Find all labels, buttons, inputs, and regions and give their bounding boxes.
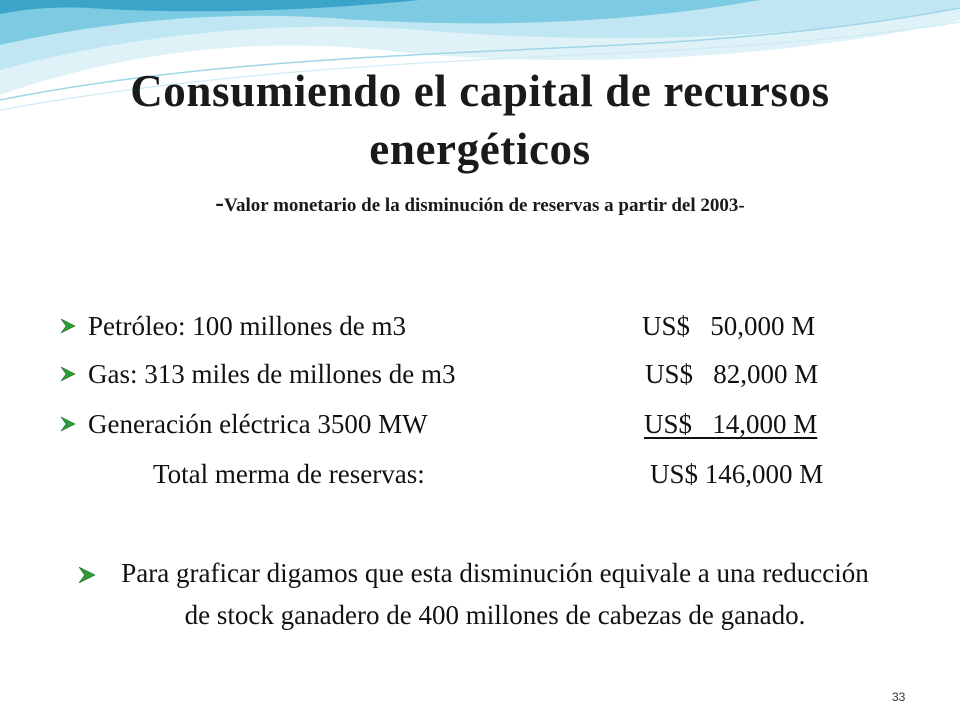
reserve-row-gas [60,354,880,394]
arrow-bullet-icon [60,416,76,432]
total-label: Total merma de reservas: [153,459,425,489]
reserve-label: Gas: 313 miles de millones de m3 [88,359,456,389]
arrow-bullet-icon [60,318,76,334]
slide-subtitle [0,188,960,218]
slide-title: Consumiendo el capital de recursos energéticos [130,66,830,174]
subtitle-text: Valor monetario de la disminución de reservas a partir del 2003- [223,195,745,216]
reserve-row-generacion [60,404,880,444]
reserve-amount: US$ 14,000 M [644,409,818,439]
reserve-row-petroleo [60,306,880,346]
conclusion-paragraph: Para graficar digamos que esta disminución equivale a una reducción de stock ganadero de 400 millones de cabezas de ganado. [121,558,869,630]
arrow-bullet-icon [60,366,76,382]
reserve-amount: US$ 50,000 M [642,311,816,341]
total-amount: US$ 146,000 M [650,459,824,489]
page-number: 33 [892,690,906,704]
reserve-label: Petróleo: 100 millones de m3 [88,311,406,341]
subtitle-dash: - [215,188,224,217]
arrow-bullet-icon [78,566,96,584]
reserve-label: Generación eléctrica 3500 MW [88,409,428,439]
reserve-amount: US$ 82,000 M [645,359,819,389]
